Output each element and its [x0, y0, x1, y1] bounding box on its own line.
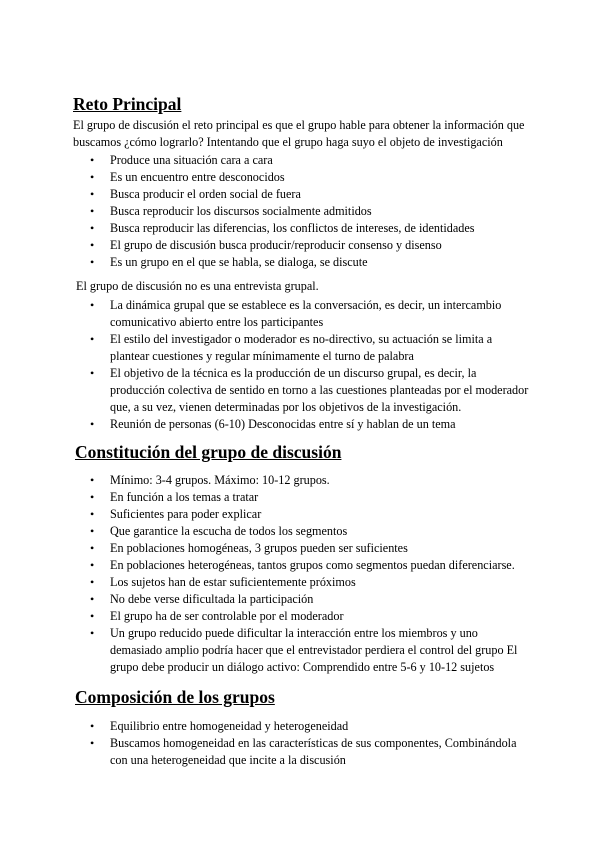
list-item-text: El grupo de discusión busca producir/reproducir consenso y disenso — [110, 238, 442, 252]
section-title-reto-principal: Reto Principal — [73, 94, 182, 114]
list-item — [73, 574, 533, 591]
bullet-icon: • — [90, 541, 95, 555]
list-item-text: Que garantice la escucha de todos los segmentos — [110, 524, 348, 538]
bullet-icon: • — [90, 558, 95, 572]
bullet-icon: • — [90, 221, 95, 235]
list-item — [73, 331, 533, 365]
bullet-icon: • — [90, 332, 95, 346]
list-item — [73, 416, 533, 433]
list-item-text: La dinámica grupal que se establece es la conversación, es decir, un intercambio comunicativo abierto entre los participantes — [110, 298, 502, 329]
document-page — [73, 93, 533, 769]
bullet-icon: • — [90, 170, 95, 184]
bullet-icon: • — [90, 626, 95, 640]
list-item-text: Es un encuentro entre desconocidos — [110, 170, 285, 184]
list-item-text: Busca reproducir las diferencias, los conflictos de intereses, de identidades — [110, 221, 475, 235]
list-item-text: Equilibrio entre homogeneidad y heterogeneidad — [110, 719, 349, 733]
list-item-text: Un grupo reducido puede dificultar la interacción entre los miembros y uno demasiado amplio podría hacer que el entrevistador perdiera el control del grupo El grupo debe producir un diálogo activo: Comprendido entre 5-6 y 10-12 sujetos — [110, 626, 518, 674]
list-item — [73, 540, 533, 557]
list-item — [73, 523, 533, 540]
list-item — [73, 489, 533, 506]
list-item — [73, 237, 533, 254]
list-item — [73, 718, 533, 735]
list-item — [73, 169, 533, 186]
list-item-text: El estilo del investigador o moderador es no-directivo, su actuación se limita a plantear cuestiones y regular mínimamente el turno de palabra — [110, 332, 493, 363]
bullet-icon: • — [90, 719, 95, 733]
list-item-text: En poblaciones heterogéneas, tantos grupos como segmentos puedan diferenciarse. — [110, 558, 515, 572]
bullet-icon: • — [90, 366, 95, 380]
list-item-text: Mínimo: 3-4 grupos. Máximo: 10-12 grupos. — [110, 473, 330, 487]
list-item — [73, 472, 533, 489]
bullet-icon: • — [90, 204, 95, 218]
list-item — [73, 152, 533, 169]
list-item — [73, 220, 533, 237]
list-item-text: En función a los temas a tratar — [110, 490, 259, 504]
list-item-text: Los sujetos han de estar suficientemente próximos — [110, 575, 356, 589]
bullet-icon: • — [90, 507, 95, 521]
bullet-icon: • — [90, 298, 95, 312]
bullet-icon: • — [90, 592, 95, 606]
list-item — [73, 297, 533, 331]
section-title-constitucion: Constitución del grupo de discusión — [75, 442, 342, 462]
reto-intro-paragraph: El grupo de discusión el reto principal es que el grupo hable para obtener la información que buscamos ¿cómo lograrlo? Intentando que el grupo haga suyo el objeto de investigación — [73, 118, 525, 149]
composicion-bullet-list — [73, 718, 533, 769]
list-item-text: Busca producir el orden social de fuera — [110, 187, 301, 201]
list-item — [73, 625, 533, 676]
no-entrevista-paragraph: El grupo de discusión no es una entrevista grupal. — [76, 279, 319, 293]
bullet-icon: • — [90, 153, 95, 167]
bullet-icon: • — [90, 575, 95, 589]
bullet-icon: • — [90, 490, 95, 504]
bullet-icon: • — [90, 255, 95, 269]
list-item-text: En poblaciones homogéneas, 3 grupos pueden ser suficientes — [110, 541, 408, 555]
list-item — [73, 591, 533, 608]
list-item — [73, 186, 533, 203]
bullet-icon: • — [90, 238, 95, 252]
bullet-icon: • — [90, 524, 95, 538]
list-item — [73, 608, 533, 625]
list-item-text: Buscamos homogeneidad en las características de sus componentes, Combinándola con una heterogeneidad que incite a la discusión — [110, 736, 517, 767]
list-item-text: Reunión de personas (6-10) Desconocidas entre sí y hablan de un tema — [110, 417, 456, 431]
list-item-text: Produce una situación cara a cara — [110, 153, 273, 167]
bullet-icon: • — [90, 417, 95, 431]
list-item-text: Busca reproducir los discursos socialmente admitidos — [110, 204, 372, 218]
list-item-text: El objetivo de la técnica es la producción de un discurso grupal, es decir, la producción colectiva de sentido en torno a las cuestiones planteadas por el moderador que, a su vez, vienen determinadas por los objetivos de la investigación. — [110, 366, 529, 414]
section-title-composicion: Composición de los grupos — [75, 687, 275, 707]
bullet-icon: • — [90, 187, 95, 201]
list-item — [73, 506, 533, 523]
no-entrevista-bullet-list — [73, 297, 533, 433]
bullet-icon: • — [90, 473, 95, 487]
list-item-text: El grupo ha de ser controlable por el moderador — [110, 609, 344, 623]
list-item-text: No debe verse dificultada la participación — [110, 592, 314, 606]
list-item-text: Suficientes para poder explicar — [110, 507, 262, 521]
list-item — [73, 203, 533, 220]
bullet-icon: • — [90, 736, 95, 750]
list-item — [73, 557, 533, 574]
list-item — [73, 735, 533, 769]
list-item-text: Es un grupo en el que se habla, se dialoga, se discute — [110, 255, 368, 269]
bullet-icon: • — [90, 609, 95, 623]
list-item — [73, 254, 533, 271]
reto-bullet-list — [73, 152, 533, 271]
list-item — [73, 365, 533, 416]
constitucion-bullet-list — [73, 472, 533, 676]
